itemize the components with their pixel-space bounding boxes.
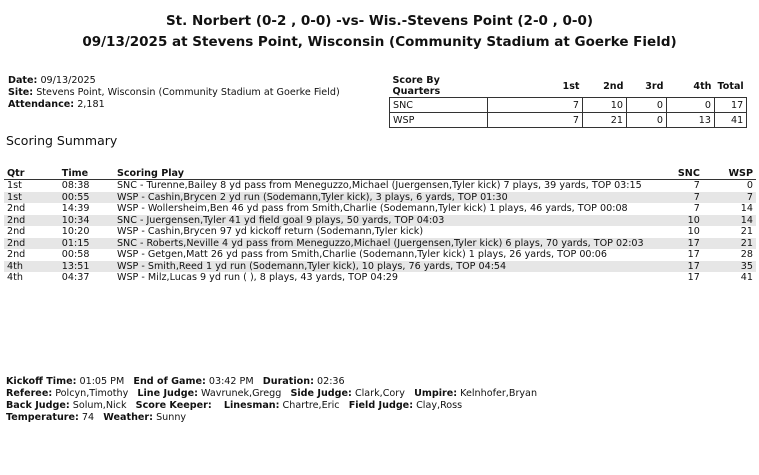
row-time: 10:34 — [61, 214, 90, 226]
row-qtr: 4th — [7, 272, 23, 283]
officials-line-2 — [6, 400, 462, 412]
quarters-cell: 0 — [627, 98, 667, 113]
duration-value: 02:36 — [316, 376, 345, 387]
row-play: SNC - Turenne,Bailey 8 yd pass from Meneguzzo,Michael (Juergensen,Tyler kick) 7 plays, 39 yards, TOP 03:15 — [116, 180, 642, 191]
row-wsp: 28 — [740, 249, 753, 260]
scoring-row — [4, 203, 756, 215]
header-time: Time — [59, 166, 114, 180]
field-judge-value: Clay,Ross — [416, 400, 463, 411]
quarters-cell: 21 — [583, 113, 627, 128]
row-qtr: 1st — [7, 191, 22, 203]
game-title: St. Norbert (0-2 , 0-0) -vs- Wis.-Stevens Point (2-0 , 0-0) — [165, 13, 594, 29]
temperature-label: Temperature: — [6, 412, 79, 423]
scoring-row — [4, 180, 756, 192]
row-wsp: 14 — [740, 214, 753, 226]
end-label: End of Game: — [133, 376, 206, 387]
row-wsp: 21 — [740, 226, 753, 237]
row-snc: 17 — [687, 237, 700, 249]
quarters-team: WSP — [390, 113, 488, 128]
kickoff-label: Kickoff Time: — [6, 376, 77, 387]
date-value: 09/13/2025 — [40, 75, 96, 86]
scoring-row — [4, 272, 756, 284]
quarters-title: Score By Quarters — [390, 75, 488, 98]
attendance-label: Attendance: — [8, 99, 75, 110]
quarters-cell: 10 — [583, 98, 627, 113]
row-snc: 17 — [687, 272, 700, 283]
row-qtr: 2nd — [7, 214, 26, 226]
end-value: 03:42 PM — [208, 376, 254, 387]
row-play: SNC - Roberts,Neville 4 yd pass from Meneguzzo,Michael (Juergensen,Tyler kick) 6 plays, 70 yards, TOP 02:03 — [116, 237, 644, 249]
row-play: WSP - Getgen,Matt 26 yd pass from Smith,Charlie (Sodemann,Tyler kick) 1 plays, 26 yards, TOP 00:06 — [116, 249, 607, 260]
row-qtr: 4th — [7, 260, 23, 272]
temperature-value: 74 — [81, 412, 95, 423]
row-play: WSP - Smith,Reed 1 yd run (Sodemann,Tyler kick), 10 plays, 76 yards, TOP 04:54 — [116, 260, 507, 272]
row-qtr: 2nd — [7, 203, 26, 214]
row-snc: 10 — [687, 226, 700, 237]
officials-line-1 — [6, 388, 537, 400]
date-label: Date: — [8, 75, 38, 86]
header-snc: SNC — [648, 166, 703, 180]
field-judge-label: Field Judge: — [348, 400, 414, 411]
scoring-row — [4, 215, 756, 227]
line-judge-label: Line Judge: — [137, 388, 198, 399]
row-snc: 17 — [687, 260, 700, 272]
umpire-label: Umpire: — [414, 388, 458, 399]
row-play: WSP - Milz,Lucas 9 yd run ( ), 8 plays, 43 yards, TOP 04:29 — [116, 272, 399, 283]
attendance-value: 2,181 — [77, 99, 105, 110]
scoring-summary-heading: Scoring Summary — [6, 133, 118, 148]
row-time: 00:58 — [61, 249, 90, 260]
kickoff-value: 01:05 PM — [79, 376, 125, 387]
row-snc: 10 — [687, 214, 700, 226]
row-qtr: 2nd — [7, 249, 26, 260]
quarters-team: SNC — [390, 98, 488, 113]
quarters-cell: 0 — [667, 98, 715, 113]
conditions-line — [6, 412, 186, 424]
header-scoring-play: Scoring Play — [114, 166, 648, 180]
row-wsp: 35 — [740, 260, 753, 272]
row-wsp: 21 — [740, 237, 753, 249]
scoring-row — [4, 192, 756, 204]
quarters-cell: 7 — [488, 113, 583, 128]
linesman-label: Linesman: — [223, 400, 280, 411]
quarters-total: 41 — [715, 113, 747, 128]
quarters-cell: 13 — [667, 113, 715, 128]
row-time: 04:37 — [61, 272, 90, 283]
quarters-row-wsp — [390, 113, 747, 128]
weather-value: Sunny — [156, 412, 187, 423]
scoring-row — [4, 261, 756, 273]
row-wsp: 0 — [746, 180, 753, 191]
attendance-line — [8, 99, 105, 111]
back-judge-value: Solum,Nick — [72, 400, 127, 411]
row-qtr: 2nd — [7, 226, 26, 237]
score-keeper-label: Score Keeper: — [135, 400, 212, 411]
scoring-row — [4, 238, 756, 250]
side-judge-value: Clark,Cory — [354, 388, 405, 399]
weather-label: Weather: — [103, 412, 153, 423]
row-time: 13:51 — [61, 260, 90, 272]
quarters-header-4th: 4th — [667, 75, 715, 98]
row-time: 08:38 — [61, 180, 90, 191]
referee-label: Referee: — [6, 388, 53, 399]
row-snc: 7 — [693, 180, 700, 191]
quarters-header-row — [390, 75, 747, 98]
row-wsp: 7 — [746, 191, 753, 203]
game-subtitle: 09/13/2025 at Stevens Point, Wisconsin (Community Stadium at Goerke Field) — [82, 34, 677, 50]
header-qtr: Qtr — [4, 166, 59, 180]
referee-value: Polcyn,Timothy — [55, 388, 129, 399]
game-times-line — [6, 376, 345, 388]
site-line — [8, 87, 340, 99]
linesman-value: Chartre,Eric — [282, 400, 340, 411]
scoring-row — [4, 249, 756, 261]
row-time: 01:15 — [61, 237, 90, 249]
quarters-row-snc — [390, 98, 747, 113]
row-play: WSP - Wollersheim,Ben 46 yd pass from Smith,Charlie (Sodemann,Tyler kick) 1 plays, 46 yards, TOP 00:08 — [116, 203, 628, 214]
quarters-header-3rd: 3rd — [627, 75, 667, 98]
side-judge-label: Side Judge: — [290, 388, 352, 399]
score-by-quarters-table — [389, 75, 747, 128]
row-wsp: 41 — [740, 272, 753, 283]
line-judge-value: Wavrunek,Gregg — [201, 388, 282, 399]
quarters-header-total: Total — [715, 75, 747, 98]
quarters-cell: 7 — [488, 98, 583, 113]
duration-label: Duration: — [262, 376, 314, 387]
row-qtr: 1st — [7, 180, 22, 191]
row-snc: 7 — [693, 203, 700, 214]
row-play: WSP - Cashin,Brycen 97 yd kickoff return (Sodemann,Tyler kick) — [116, 226, 424, 237]
row-play: WSP - Cashin,Brycen 2 yd run (Sodemann,Tyler kick), 3 plays, 6 yards, TOP 01:30 — [116, 191, 508, 203]
row-snc: 7 — [693, 191, 700, 203]
back-judge-label: Back Judge: — [6, 400, 70, 411]
umpire-value: Kelnhofer,Bryan — [460, 388, 538, 399]
row-qtr: 2nd — [7, 237, 26, 249]
row-time: 00:55 — [61, 191, 90, 203]
summary-header-row — [4, 166, 756, 180]
row-time: 10:20 — [61, 226, 90, 237]
quarters-total: 17 — [715, 98, 747, 113]
quarters-header-2nd: 2nd — [583, 75, 627, 98]
row-snc: 17 — [687, 249, 700, 260]
site-value: Stevens Point, Wisconsin (Community Stadium at Goerke Field) — [36, 87, 340, 98]
date-line — [8, 75, 96, 87]
scoring-row — [4, 226, 756, 238]
quarters-header-1st: 1st — [488, 75, 583, 98]
quarters-cell: 0 — [627, 113, 667, 128]
scoring-summary-table — [4, 166, 756, 284]
row-wsp: 14 — [740, 203, 753, 214]
site-label: Site: — [8, 87, 34, 98]
header-wsp: WSP — [703, 166, 756, 180]
row-time: 14:39 — [61, 203, 90, 214]
row-play: SNC - Juergensen,Tyler 41 yd field goal 9 plays, 50 yards, TOP 04:03 — [116, 214, 445, 226]
